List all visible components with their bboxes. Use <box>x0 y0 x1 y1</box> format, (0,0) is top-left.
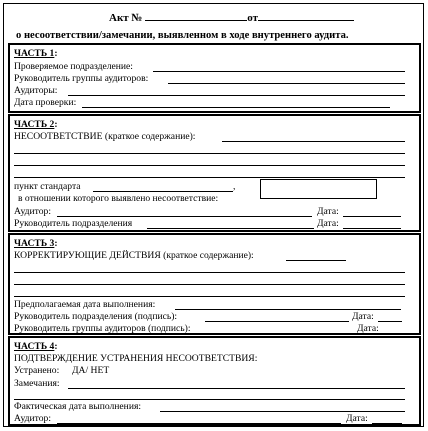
part1-title: ЧАСТЬ 1: <box>14 48 58 59</box>
part2-title: ЧАСТЬ 2: <box>14 119 58 130</box>
part1-section <box>8 43 421 113</box>
corrective-actions-line-2[interactable] <box>14 272 405 273</box>
part4-section <box>8 336 421 426</box>
department-field[interactable] <box>153 71 405 72</box>
lead-sign-label: Руководитель группы аудиторов (подпись): <box>14 323 191 334</box>
head-sign-date-field[interactable] <box>378 321 402 322</box>
nonconformity-label: НЕСООТВЕТСТВИЕ (краткое содержание): <box>14 131 196 142</box>
audit-lead-label: Руководитель группы аудиторов: <box>14 73 149 84</box>
act-number-label: Акт № <box>109 12 143 24</box>
nonconformity-line-3[interactable] <box>14 165 405 166</box>
final-date-field[interactable] <box>372 423 402 424</box>
act-date-field[interactable] <box>258 13 354 21</box>
confirmation-heading: ПОДТВЕРЖДЕНИЕ УСТРАНЕНИЯ НЕСООТВЕТСТВИЯ: <box>14 353 258 364</box>
act-date-label: от <box>247 12 259 24</box>
auditor-date-field[interactable] <box>343 216 401 217</box>
corrective-actions-field[interactable] <box>286 260 346 261</box>
lead-sign-field[interactable] <box>222 333 352 334</box>
planned-date-field[interactable] <box>175 309 401 310</box>
act-number-field[interactable] <box>145 13 247 21</box>
nonconformity-line-4[interactable] <box>14 177 405 178</box>
corrective-actions-line-4[interactable] <box>14 296 405 297</box>
final-auditor-field[interactable] <box>57 423 341 424</box>
planned-date-label: Предполагаемая дата выполнения: <box>14 299 156 310</box>
auditors-label: Аудиторы: <box>14 85 58 96</box>
auditor-label: Аудитор: <box>14 206 51 217</box>
head-date-field[interactable] <box>343 228 401 229</box>
head-date-label: Дата: <box>317 218 339 229</box>
remarks-label: Замечания: <box>14 378 60 389</box>
nonconformity-field[interactable] <box>222 141 405 142</box>
corrective-actions-label: КОРРЕКТИРУЮЩИЕ ДЕЙСТВИЯ (краткое содержание): <box>14 250 254 261</box>
department-label: Проверяемое подразделение: <box>14 61 133 72</box>
head-sign-label: Руководитель подразделения (подпись): <box>14 311 178 322</box>
standard-clause-comma: , <box>233 181 236 192</box>
auditor-date-label: Дата: <box>317 206 339 217</box>
part3-section <box>8 233 421 335</box>
final-date-label: Дата: <box>346 413 368 424</box>
actual-date-field[interactable] <box>160 411 405 412</box>
resolved-label: Устранено: <box>14 365 60 376</box>
head-sign-field[interactable] <box>205 321 349 322</box>
resolved-options[interactable]: ДА/ НЕТ <box>72 365 110 376</box>
part2-section <box>8 114 421 232</box>
audit-act-form <box>3 3 424 427</box>
lead-sign-date-field[interactable] <box>383 333 402 334</box>
corrective-actions-line-3[interactable] <box>14 284 405 285</box>
nonconformity-line-2[interactable] <box>14 153 405 154</box>
remarks-line-2[interactable] <box>14 399 405 400</box>
standard-clause-field[interactable] <box>93 191 233 192</box>
audit-date-field[interactable] <box>82 107 390 108</box>
remarks-field[interactable] <box>68 388 405 389</box>
act-title <box>109 13 354 24</box>
actual-date-label: Фактическая дата выполнения: <box>14 401 142 412</box>
standard-clause-label: пункт стандарта <box>14 181 81 192</box>
standard-clause-box[interactable] <box>260 179 377 199</box>
standard-clause-cont-label: в отношении которого выявлено несоответствие: <box>18 193 219 204</box>
head-sign-date-label: Дата: <box>352 311 374 322</box>
lead-sign-date-label: Дата: <box>357 323 379 334</box>
final-auditor-label: Аудитор: <box>14 413 51 424</box>
part3-title: ЧАСТЬ 3: <box>14 238 58 249</box>
head-label: Руководитель подразделения <box>14 218 133 229</box>
audit-lead-field[interactable] <box>168 83 405 84</box>
head-field[interactable] <box>147 228 314 229</box>
auditor-field[interactable] <box>57 216 312 217</box>
auditors-field[interactable] <box>68 95 405 96</box>
part4-title: ЧАСТЬ 4: <box>14 341 58 352</box>
act-subtitle: о несоответствии/замечании, выявленном в ходе внутреннего аудита. <box>16 30 349 41</box>
audit-date-label: Дата проверки: <box>14 97 77 108</box>
